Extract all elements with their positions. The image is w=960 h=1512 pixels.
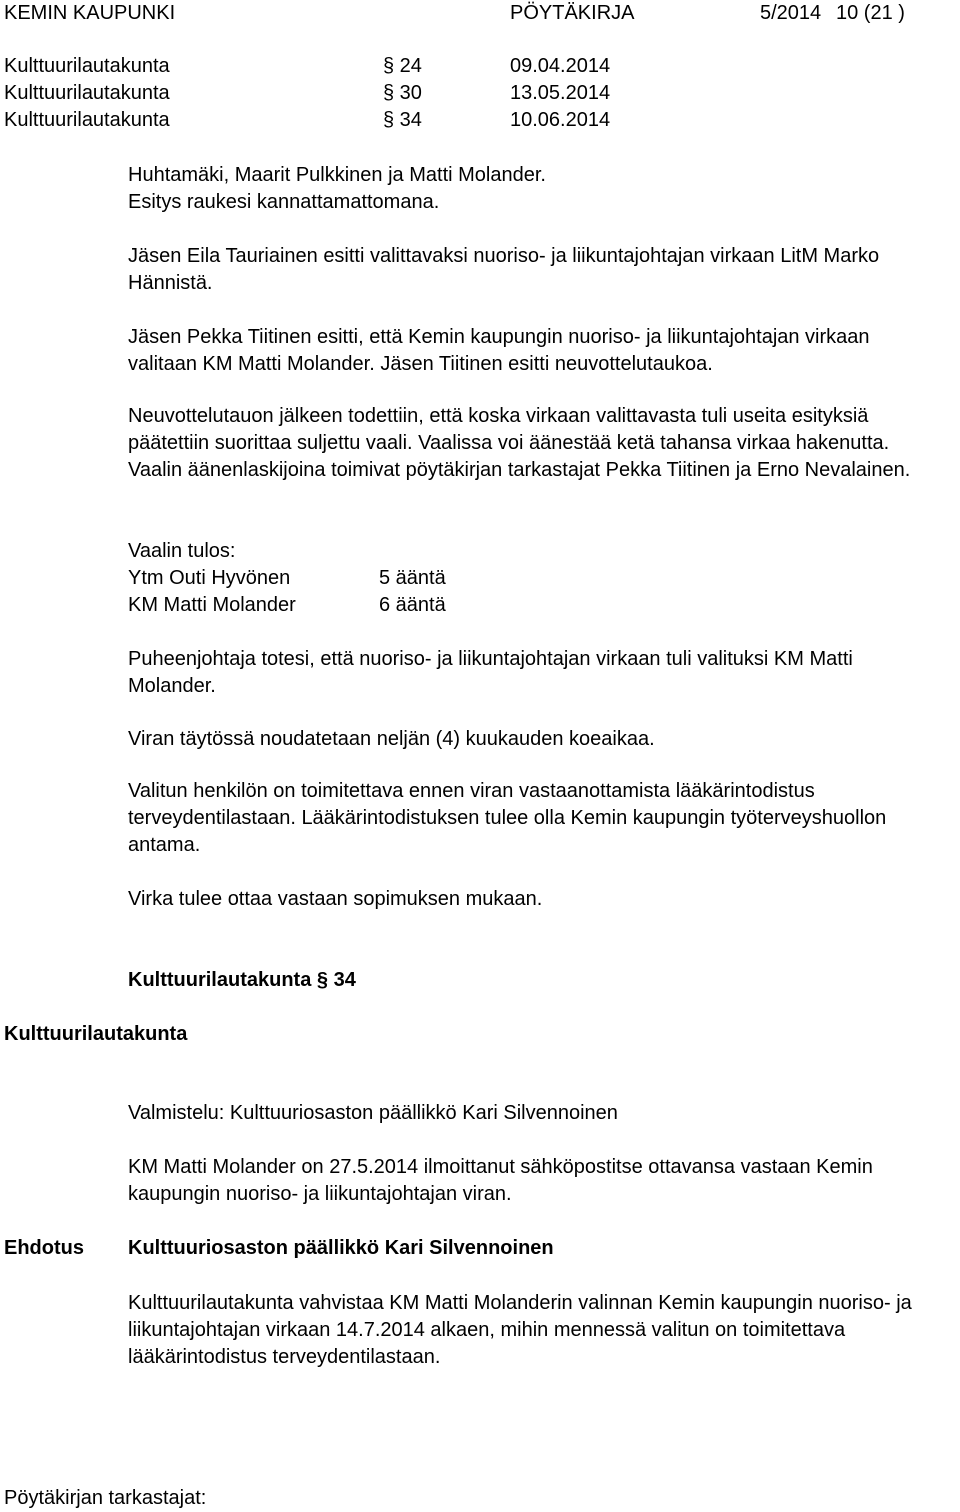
ref-body: Kulttuurilautakunta	[4, 109, 170, 131]
section-heading: Kulttuurilautakunta § 34	[128, 969, 356, 991]
candidate-votes: 6 ääntä	[379, 594, 446, 616]
paragraph-line: Huhtamäki, Maarit Pulkkinen ja Matti Molander.	[128, 164, 546, 186]
candidate-name: Ytm Outi Hyvönen	[128, 567, 291, 589]
proposal-label: Ehdotus	[4, 1237, 84, 1259]
paragraph: Jäsen Eila Tauriainen esitti valittavaksi nuoriso- ja liikuntajohtajan virkaan LitM Marko Hännistä.	[128, 245, 880, 294]
result-title: Vaalin tulos:	[128, 540, 236, 562]
ref-section: § 30	[383, 82, 422, 104]
ref-body: Kulttuurilautakunta	[4, 82, 170, 104]
ref-body: Kulttuurilautakunta	[4, 55, 170, 77]
paragraph-line: Esitys raukesi kannattamattomana.	[128, 191, 440, 213]
ref-date: 09.04.2014	[510, 55, 611, 77]
doc-type: PÖYTÄKIRJA	[510, 2, 635, 24]
ref-section: § 24	[383, 55, 422, 77]
side-label: Kulttuurilautakunta	[4, 1023, 188, 1045]
proposal-heading: Kulttuuriosaston päällikkö Kari Silvennoinen	[128, 1237, 554, 1259]
paragraph: KM Matti Molander on 27.5.2014 ilmoittanut sähköpostitse ottavansa vastaan Kemin kaupungin nuoriso- ja liikuntajohtajan viran.	[128, 1156, 873, 1205]
paragraph: Neuvottelutauon jälkeen todettiin, että koska virkaan valittavasta tuli useita esityksiä päätettiin suorittaa suljettu vaali. Vaalissa voi äänestää ketä tahansa virkaa hakenutta. Vaalin äänenlaskijoina toimivat pöytäkirjan tarkastajat Pekka Tiitinen ja Erno Nevalainen.	[128, 405, 911, 481]
ref-section: § 34	[383, 109, 422, 131]
proposal-text: Kulttuurilautakunta vahvistaa KM Matti Molanderin valinnan Kemin kaupungin nuoriso- ja liikuntajohtajan virkaan 14.7.2014 alkaen, mihin mennessä valitun on toimitettava lääkärintodistus terveydentilastaan.	[128, 1292, 912, 1368]
ref-date: 10.06.2014	[510, 109, 611, 131]
reviewers-label: Pöytäkirjan tarkastajat:	[4, 1487, 207, 1509]
candidate-votes: 5 ääntä	[379, 567, 446, 589]
org-name: KEMIN KAUPUNKI	[4, 2, 176, 24]
paragraph: Viran täytössä noudatetaan neljän (4) kuukauden koeaikaa.	[128, 728, 655, 750]
page-number: 10 (21 )	[836, 2, 905, 24]
ref-date: 13.05.2014	[510, 82, 611, 104]
candidate-name: KM Matti Molander	[128, 594, 296, 616]
paragraph: Puheenjohtaja totesi, että nuoriso- ja liikuntajohtajan virkaan tuli valituksi KM Matti Molander.	[128, 648, 853, 697]
paragraph	[128, 162, 938, 216]
preparation: Valmistelu: Kulttuuriosaston päällikkö Kari Silvennoinen	[128, 1102, 618, 1124]
doc-number: 5/2014	[760, 2, 822, 24]
paragraph: Virka tulee ottaa vastaan sopimuksen mukaan.	[128, 888, 543, 910]
paragraph: Jäsen Pekka Tiitinen esitti, että Kemin kaupungin nuoriso- ja liikuntajohtajan virkaan valitaan KM Matti Molander. Jäsen Tiitinen esitti neuvottelutaukoa.	[128, 326, 870, 375]
paragraph: Valitun henkilön on toimitettava ennen viran vastaanottamista lääkärintodistus terveydentilastaan. Lääkärintodistuksen tulee olla Kemin kaupungin työterveyshuollon antama.	[128, 780, 887, 856]
